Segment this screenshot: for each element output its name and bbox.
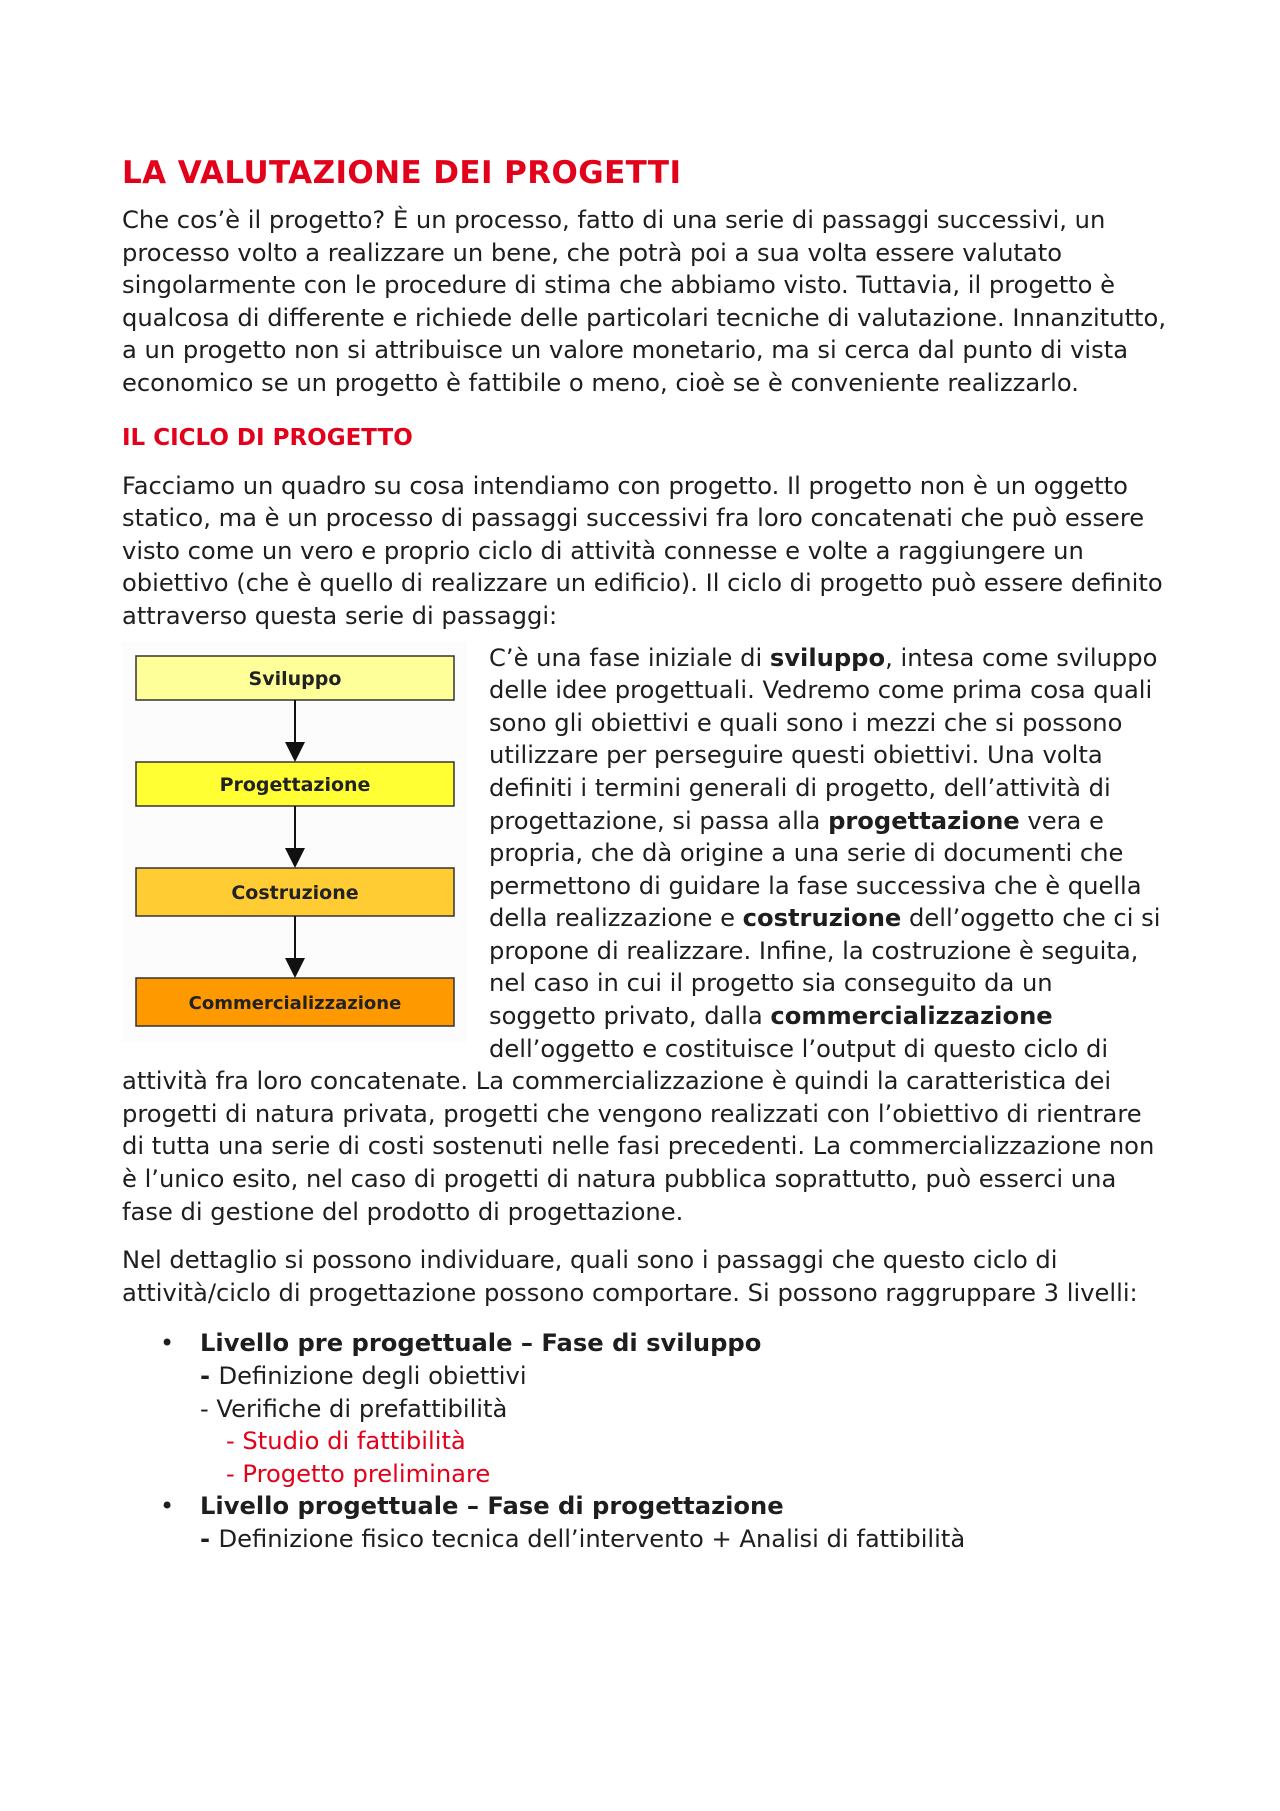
step-label-commercializzazione: Commercializzazione — [188, 992, 402, 1014]
dash-marker: - — [200, 1362, 219, 1390]
level-subitem-highlight: - Studio di fattibilità — [226, 1427, 466, 1456]
flow-diagram-svg — [122, 642, 467, 1042]
level-subitem — [200, 1360, 1167, 1393]
level-item-progettuale — [122, 1490, 1167, 1555]
phases-text-1: C’è una fase iniziale di — [489, 643, 770, 672]
level-subitem: - Verifiche di prefattibilità — [200, 1394, 508, 1423]
document-content — [122, 150, 1167, 1556]
levels-intro-paragraph: Nel dettaglio si possono individuare, quali sono i passaggi che questo ciclo di attività/ciclo di progettazione possono comportare. Si possono raggruppare 3 livelli: — [122, 1246, 1138, 1307]
level-title: Livello progettuale – Fase di progettazione — [200, 1492, 784, 1521]
phases-text-5: dell’oggetto e costituisce l’output di questo ciclo di attività fra loro concatenate. La commercializzazione è quindi la caratteristica dei progetti di natura privata, progetti che vengono realizzati con l’obiettivo di rientrare di tutta una serie di costi sostenuti nelle fasi precedenti. La commercializzazione non è l’unico esito, nel caso di progetti di natura pubblica soprattutto, può esserci una fase di gestione del prodotto di progettazione. — [122, 1034, 1155, 1226]
phases-text-2: , intesa come sviluppo delle idee progettuali. Vedremo come prima cosa quali sono gli obiettivi e quali sono i mezzi che si possono utilizzare per perseguire questi obiettivi. Una volta definiti i termini generali di progetto, dell’attività di progettazione, si passa alla — [489, 643, 1158, 835]
phase-progettazione-bold: progettazione — [828, 806, 1020, 835]
page-title: LA VALUTAZIONE DEI PROGETTI — [122, 155, 682, 191]
phase-costruzione-bold: costruzione — [742, 904, 902, 933]
phase-sviluppo-bold: sviluppo — [769, 643, 886, 672]
intro-paragraph: Che cos’è il progetto? È un processo, fatto di una serie di passaggi successivi, un processo volto a realizzare un bene, che potrà poi a sua volta essere valutato singolarmente con le procedure di stima che abbiamo visto. Tuttavia, il progetto è qualcosa di differente e richiede delle particolari tecniche di valutazione. Innanzitutto, a un progetto non si attribuisce un valore monetario, ma si cerca dal punto di vista economico se un progetto è fattibile o meno, cioè se è conveniente realizzarlo. — [122, 206, 1167, 397]
phases-text-3: vera e propria, che dà origine a una serie di documenti che permettono di guidare la fase successiva che è quella della realizzazione e — [489, 806, 1142, 933]
level-title: Livello pre progettuale – Fase di sviluppo — [200, 1329, 762, 1358]
level-subitem — [200, 1523, 1167, 1556]
step-label-progettazione: Progettazione — [219, 773, 371, 796]
cycle-paragraph: Facciamo un quadro su cosa intendiamo con progetto. Il progetto non è un oggetto statico, ma è un processo di passaggi successivi fra loro concatenati che può essere visto come un vero e proprio ciclo di attività connesse e volte a raggiungere un obiettivo (che è quello di realizzare un edificio). Il ciclo di progetto può essere definito attraverso questa serie di passaggi: — [122, 471, 1163, 630]
phases-text-4: dell’oggetto che ci si propone di realizzare. Infine, la costruzione è seguita, nel caso in cui il progetto sia conseguito da un soggetto privato, dalla — [489, 904, 1161, 1031]
section-title: IL CICLO DI PROGETTO — [122, 424, 413, 451]
levels-list — [122, 1327, 1167, 1555]
phases-section — [122, 642, 1167, 1229]
level-item-pre-progettuale — [122, 1327, 1167, 1490]
level-subitem-text: Definizione fisico tecnica dell’intervento + Analisi di fattibilità — [218, 1524, 966, 1553]
level-subitem-highlight: - Progetto preliminare — [226, 1459, 491, 1488]
project-cycle-diagram — [122, 642, 467, 1042]
phase-commercializzazione-bold: commercializzazione — [770, 1002, 1053, 1031]
bullet-icon: • — [160, 1329, 175, 1358]
step-label-sviluppo: Sviluppo — [248, 667, 342, 690]
bullet-icon: • — [160, 1492, 175, 1521]
dash-marker: - — [200, 1524, 219, 1553]
step-label-costruzione: Costruzione — [231, 881, 359, 904]
level-subitem-text: Definizione degli obiettivi — [218, 1362, 527, 1390]
